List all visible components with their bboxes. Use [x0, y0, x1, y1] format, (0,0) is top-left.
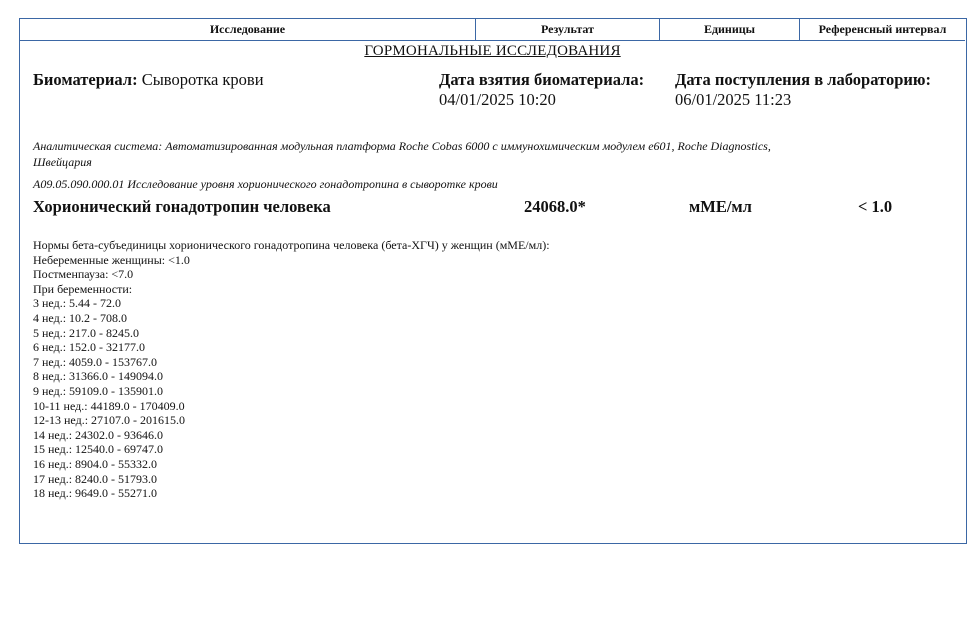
norm-line: 12-13 нед.: 27107.0 - 201615.0: [33, 413, 186, 428]
section-title: ГОРМОНАЛЬНЫЕ ИССЛЕДОВАНИЯ: [364, 43, 621, 59]
norm-line: 9 нед.: 59109.0 - 135901.0: [33, 383, 164, 398]
analytic-system-cont: Швейцария: [33, 155, 92, 169]
sampling-date: [439, 70, 644, 110]
test-units: мМЕ/мл: [689, 197, 752, 216]
norm-line: Небеременные женщины: <1.0: [33, 252, 190, 267]
norms-list: [33, 238, 550, 501]
biomaterial-value: Сыворотка крови: [141, 70, 264, 89]
norm-line: 6 нед.: 152.0 - 32177.0: [33, 340, 146, 355]
test-reference: < 1.0: [858, 197, 893, 216]
sampling-date-label: Дата взятия биоматериала:: [439, 70, 645, 89]
norm-line: 4 нед.: 10.2 - 708.0: [33, 310, 128, 325]
norm-line: 15 нед.: 12540.0 - 69747.0: [33, 442, 164, 457]
norm-line: 5 нед.: 217.0 - 8245.0: [33, 325, 140, 340]
test-name: Хорионический гонадотропин человека: [33, 197, 331, 216]
arrival-date-label: Дата поступления в лабораторию:: [675, 70, 931, 89]
arrival-date-value: 06/01/2025 11:23: [675, 90, 792, 109]
arrival-date: [675, 70, 931, 110]
header-units: Единицы: [660, 19, 800, 40]
norm-line: 18 нед.: 9649.0 - 55271.0: [33, 486, 158, 501]
header-result: Результат: [476, 19, 660, 40]
biomaterial-label: Биоматериал:: [33, 70, 138, 89]
norm-line: Нормы бета-субъединицы хорионического гонадотропина человека (бета-ХГЧ) у женщин (мМЕ/мл):: [33, 238, 550, 252]
header-study: Исследование: [20, 19, 476, 40]
test-code-line: A09.05.090.000.01 Исследование уровня хорионического гонадотропина в сыворотке крови: [33, 177, 498, 191]
table-header: [20, 19, 965, 41]
test-result: 24068.0*: [524, 197, 586, 216]
lab-report-table: [19, 18, 967, 544]
analytic-system: Аналитическая система: Автоматизированная модульная платформа Roche Cobas 6000 с иммунохимическим модулем e601, Roche Diagnostics,: [33, 139, 771, 153]
norm-line: 3 нед.: 5.44 - 72.0: [33, 296, 122, 311]
norm-line: 14 нед.: 24302.0 - 93646.0: [33, 427, 164, 442]
sampling-date-value: 04/01/2025 10:20: [439, 90, 556, 109]
norm-line: Постменпауза: <7.0: [33, 267, 134, 282]
norm-line: При беременности:: [33, 281, 133, 296]
norm-line: 7 нед.: 4059.0 - 153767.0: [33, 354, 158, 369]
biomaterial: [33, 70, 264, 90]
header-reference: Референсный интервал: [818, 22, 947, 36]
norm-line: 8 нед.: 31366.0 - 149094.0: [33, 369, 164, 384]
norm-line: 17 нед.: 8240.0 - 51793.0: [33, 471, 158, 486]
norm-line: 10-11 нед.: 44189.0 - 170409.0: [33, 398, 185, 413]
norm-line: 16 нед.: 8904.0 - 55332.0: [33, 456, 158, 471]
